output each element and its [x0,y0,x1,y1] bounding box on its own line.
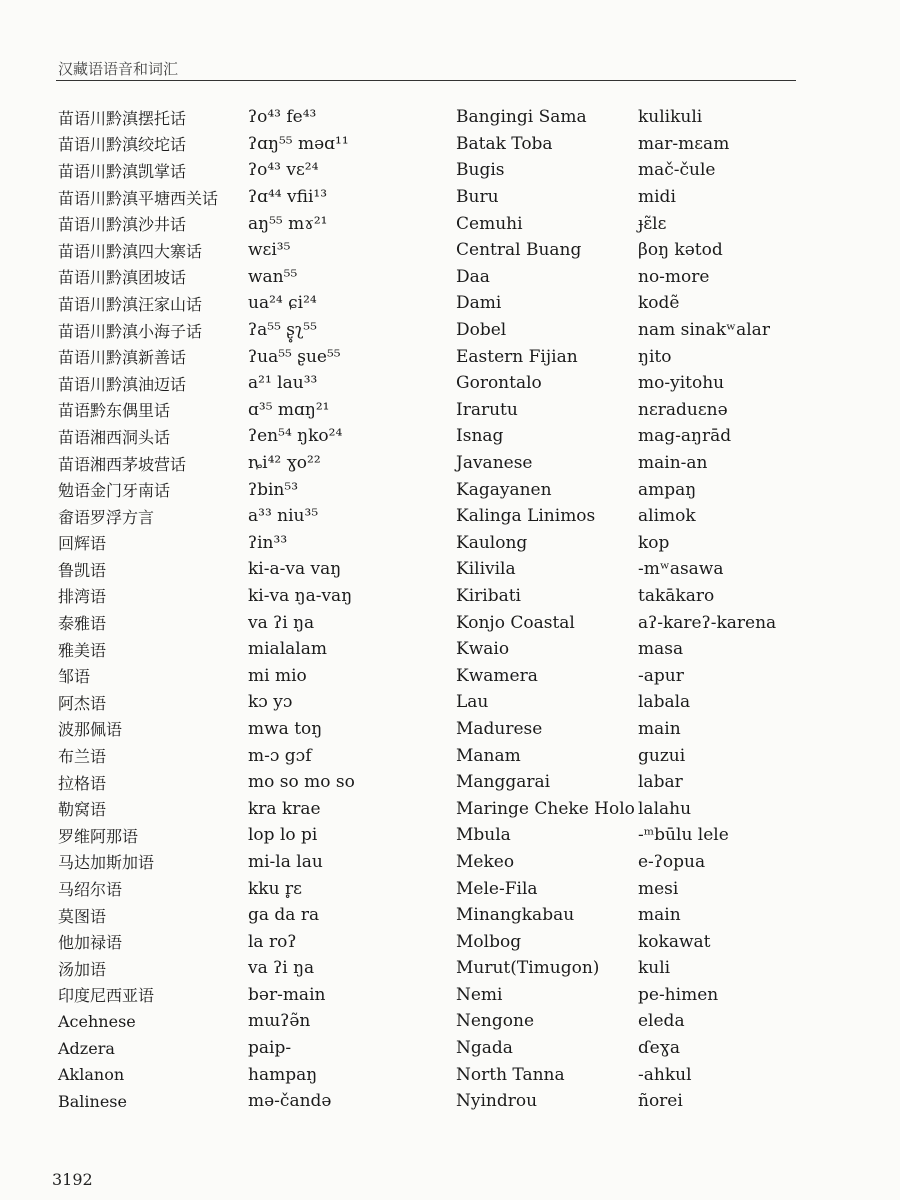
word-form: kɔ yɔ [248,692,293,713]
language-name: Balinese [58,1091,127,1111]
word-form: mə-čandə [248,1091,332,1112]
language-name: Manggarai [456,772,551,793]
language-name: 拉格语 [58,773,107,793]
word-form: a³³ niu³⁵ [248,506,319,527]
entry-row [456,902,896,929]
word-form: takākaro [638,585,715,606]
word-form: labar [638,772,683,793]
word-form: main [638,718,681,739]
entry-row [58,290,448,317]
entry-row [456,609,896,636]
language-name: Lau [456,692,489,713]
language-name: 苗语川黔滇绞坨话 [58,135,187,155]
entry-row [58,317,448,344]
word-form: ʔɑ⁴⁴ vfii¹³ [248,187,328,208]
right-column [456,104,896,1115]
header-rule [56,80,796,81]
entry-row [58,609,448,636]
word-form: ki-va ŋa-vaŋ [248,585,353,606]
word-form: lop lo pi [248,825,318,846]
language-name: Nyindrou [456,1091,538,1112]
word-form: mo so mo so [248,772,355,793]
entry-row [456,503,896,530]
language-name: 畲语罗浮方言 [58,507,155,527]
entry-row [58,343,448,370]
word-form: ñorei [638,1091,683,1112]
language-name: Batak Toba [456,133,553,154]
word-form: ʔua⁵⁵ ʂue⁵⁵ [248,346,341,367]
language-name: 阿杰语 [58,693,107,713]
entry-row [58,184,448,211]
word-form: kuli [638,958,671,979]
language-name: 苗语川黔滇摆托话 [58,108,187,128]
entry-row [58,928,448,955]
entry-row [58,131,448,158]
word-form: mɯʔə̃n [248,1011,311,1032]
language-name: Kilivila [456,559,516,580]
entry-row [58,476,448,503]
word-form: -ahkul [638,1064,692,1085]
language-name: Bugis [456,160,505,181]
language-name: 罗维阿那语 [58,826,139,846]
word-form: bər-main [248,984,326,1005]
entry-row [58,583,448,610]
entry-row [456,317,896,344]
entry-row [456,556,896,583]
entry-row [456,1088,896,1115]
language-name: Javanese [456,453,533,474]
word-form: pe-himen [638,984,719,1005]
entry-row [58,423,448,450]
entry-row [58,157,448,184]
language-name: Kaulong [456,532,528,553]
entry-row [456,955,896,982]
entry-row [58,955,448,982]
word-form: βoŋ kətod [638,240,723,261]
entry-row [58,1035,448,1062]
entry-row [456,716,896,743]
entry-row [456,583,896,610]
entry-row [58,1088,448,1115]
language-name: 苗语川黔滇四大寨话 [58,241,203,261]
word-form: kra krae [248,798,321,819]
language-name: 布兰语 [58,747,107,767]
language-name: 莫图语 [58,906,107,926]
word-form: ɗeɣa [638,1038,680,1059]
word-form: eleda [638,1011,685,1032]
language-name: 回辉语 [58,534,107,554]
word-form: ʔin³³ [248,532,288,553]
left-column [58,104,448,1115]
entry-row [58,982,448,1009]
entry-row [456,237,896,264]
language-name: Nengone [456,1011,535,1032]
language-name: 苗语川黔滇平塘西关话 [58,188,219,208]
word-form: wan⁵⁵ [248,266,298,287]
language-name: 苗语川黔滇小海子话 [58,321,203,341]
entry-row [58,503,448,530]
language-name: 苗语湘西洞头话 [58,427,171,447]
entry-row [456,476,896,503]
word-form: mialalam [248,639,327,660]
language-name: Kwaio [456,639,510,660]
word-form: ʔɑŋ⁵⁵ məɑ¹¹ [248,133,349,154]
entry-row [456,423,896,450]
word-form: la roʔ [248,931,297,952]
language-name: Daa [456,266,490,287]
entry-row [58,875,448,902]
entry-row [58,769,448,796]
word-form: ʔo⁴³ vɛ²⁴ [248,160,319,181]
word-form: lalahu [638,798,692,819]
language-name: 苗语黔东偶里话 [58,401,171,421]
entry-row [456,290,896,317]
word-form: e-ʔopua [638,851,706,872]
entry-row [456,157,896,184]
word-form: ga da ra [248,905,320,926]
language-name: Ngada [456,1038,513,1059]
entry-row [58,902,448,929]
entry-row [456,769,896,796]
word-form: main [638,905,681,926]
entry-row [456,662,896,689]
language-name: Nemi [456,984,503,1005]
entry-row [58,689,448,716]
entry-row [456,530,896,557]
language-name: Buru [456,187,499,208]
entry-row [456,928,896,955]
language-name: Murut(Timugon) [456,958,600,979]
language-name: Manam [456,745,521,766]
language-name: Dobel [456,320,507,341]
word-form: ʔbin⁵³ [248,479,299,500]
word-form: ɑ³⁵ mɑŋ²¹ [248,399,330,420]
entry-row [58,237,448,264]
entry-row [456,104,896,131]
entry-row [456,370,896,397]
language-name: Mekeo [456,851,515,872]
entry-row [58,636,448,663]
entry-row [456,849,896,876]
entry-row [456,210,896,237]
word-form: ampaŋ [638,479,697,500]
word-form: paip- [248,1038,292,1059]
language-name: Acehnese [58,1011,136,1031]
language-name: 苗语川黔滇凯掌话 [58,161,187,181]
language-name: Kagayanen [456,479,552,500]
entry-row [58,849,448,876]
entry-row [456,1061,896,1088]
word-form: kodẽ [638,293,680,314]
language-name: Dami [456,293,502,314]
language-name: 泰雅语 [58,614,107,634]
language-name: 马达加斯加语 [58,853,155,873]
word-form: m-ɔ gɔf [248,745,312,766]
word-form: va ʔi ŋa [248,612,315,633]
language-name: 雅美语 [58,640,107,660]
word-form: aʔ-kareʔ-karena [638,612,777,633]
word-form: va ʔi ŋa [248,958,315,979]
language-name: Central Buang [456,240,582,261]
entry-row [456,343,896,370]
entry-row [58,742,448,769]
word-form: main-an [638,453,708,474]
language-name: Kalinga Linimos [456,506,596,527]
language-name: Kiribati [456,585,521,606]
word-form: kku r̥ɛ [248,878,302,899]
language-name: Isnag [456,426,504,447]
entry-row [456,689,896,716]
word-form: mi mio [248,665,307,686]
word-form: a²¹ lau³³ [248,373,318,394]
word-form: ŋito [638,346,672,367]
word-form: masa [638,639,684,660]
language-name: 苗语川黔滇新善话 [58,348,187,368]
language-name: 苗语川黔滇汪家山话 [58,294,203,314]
language-name: Minangkabau [456,905,575,926]
entry-row [456,397,896,424]
language-name: 汤加语 [58,959,107,979]
language-name: Kwamera [456,665,538,686]
word-form: mar-mɛam [638,133,730,154]
language-name: 勉语金门牙南话 [58,481,171,501]
language-name: Konjo Coastal [456,612,575,633]
word-form: alimok [638,506,696,527]
language-name: Adzera [58,1038,115,1058]
language-name: Molbog [456,931,522,952]
word-form: labala [638,692,691,713]
language-name: 鲁凯语 [58,560,107,580]
entry-row [456,636,896,663]
language-name: North Tanna [456,1064,565,1085]
entry-row [456,184,896,211]
word-form: ʔa⁵⁵ ʂ̥ʅ⁵⁵ [248,320,317,341]
word-form: nam sinakʷalar [638,320,770,341]
language-name: 苗语湘西茅坡营话 [58,454,187,474]
word-form: mag-aŋrād [638,426,732,447]
entry-row [58,370,448,397]
language-name: Gorontalo [456,373,542,394]
entry-row [58,1008,448,1035]
word-form: ȵi⁴² ɣo²² [248,453,321,474]
entry-row [456,875,896,902]
word-form: guzui [638,745,686,766]
entry-row [58,530,448,557]
entry-row [456,1008,896,1035]
word-form: hampaŋ [248,1064,318,1085]
word-form: -ᵐbūlu lele [638,825,729,846]
word-form: kulikuli [638,107,703,128]
language-name: 他加禄语 [58,933,123,953]
entry-row [58,397,448,424]
entry-row [58,716,448,743]
language-name: Mele-Fila [456,878,538,899]
entry-row [456,264,896,291]
word-form: mesi [638,878,679,899]
language-name: 邹语 [58,667,91,687]
word-form: wɛi³⁵ [248,240,291,261]
word-form: ɟɛ̃lɛ [638,213,667,234]
entry-row [456,450,896,477]
entry-row [58,556,448,583]
language-name: Bangingi Sama [456,107,587,128]
language-name: Eastern Fijian [456,346,578,367]
word-form: ua²⁴ ɕi²⁴ [248,293,317,314]
word-form: midi [638,187,676,208]
language-name: Aklanon [58,1065,125,1085]
word-form: ʔo⁴³ fe⁴³ [248,107,317,128]
word-form: mo-yitohu [638,373,725,394]
word-form: -mʷasawa [638,559,724,580]
word-form: aŋ⁵⁵ mɤ²¹ [248,213,328,234]
entry-row [58,795,448,822]
entry-row [58,822,448,849]
running-head: 汉藏语语音和词汇 [58,60,179,78]
language-name: Cemuhi [456,213,523,234]
language-name: Mbula [456,825,511,846]
word-form: nɛraduɛnə [638,399,728,420]
word-form: -apur [638,665,684,686]
entry-row [456,742,896,769]
entry-row [58,1061,448,1088]
language-name: 排湾语 [58,587,107,607]
entry-row [58,662,448,689]
entry-row [58,264,448,291]
entry-row [456,982,896,1009]
word-form: mi-la lau [248,851,323,872]
language-name: 苗语川黔滇油迈话 [58,374,187,394]
language-name: 马绍尔语 [58,880,123,900]
language-name: Irarutu [456,399,518,420]
word-form: kokawat [638,931,711,952]
language-name: 波那佩语 [58,720,123,740]
language-name: 印度尼西亚语 [58,986,155,1006]
word-form: mač-čule [638,160,716,181]
entry-row [58,210,448,237]
language-name: 苗语川黔滇团坡话 [58,268,187,288]
word-form: mwa toŋ [248,718,323,739]
word-form: ʔen⁵⁴ ŋko²⁴ [248,426,343,447]
word-form: no-more [638,266,710,287]
entry-row [456,1035,896,1062]
entry-row [58,450,448,477]
entry-row [58,104,448,131]
word-form: kop [638,532,670,553]
word-form: ki-a-va vaŋ [248,559,342,580]
language-name: Madurese [456,718,543,739]
language-name: Maringe Cheke Holo [456,798,635,819]
language-name: 苗语川黔滇沙井话 [58,215,187,235]
entry-row [456,131,896,158]
language-name: 勒窝语 [58,800,107,820]
entry-row [456,822,896,849]
entry-row [456,795,896,822]
page-number: 3192 [52,1170,93,1189]
